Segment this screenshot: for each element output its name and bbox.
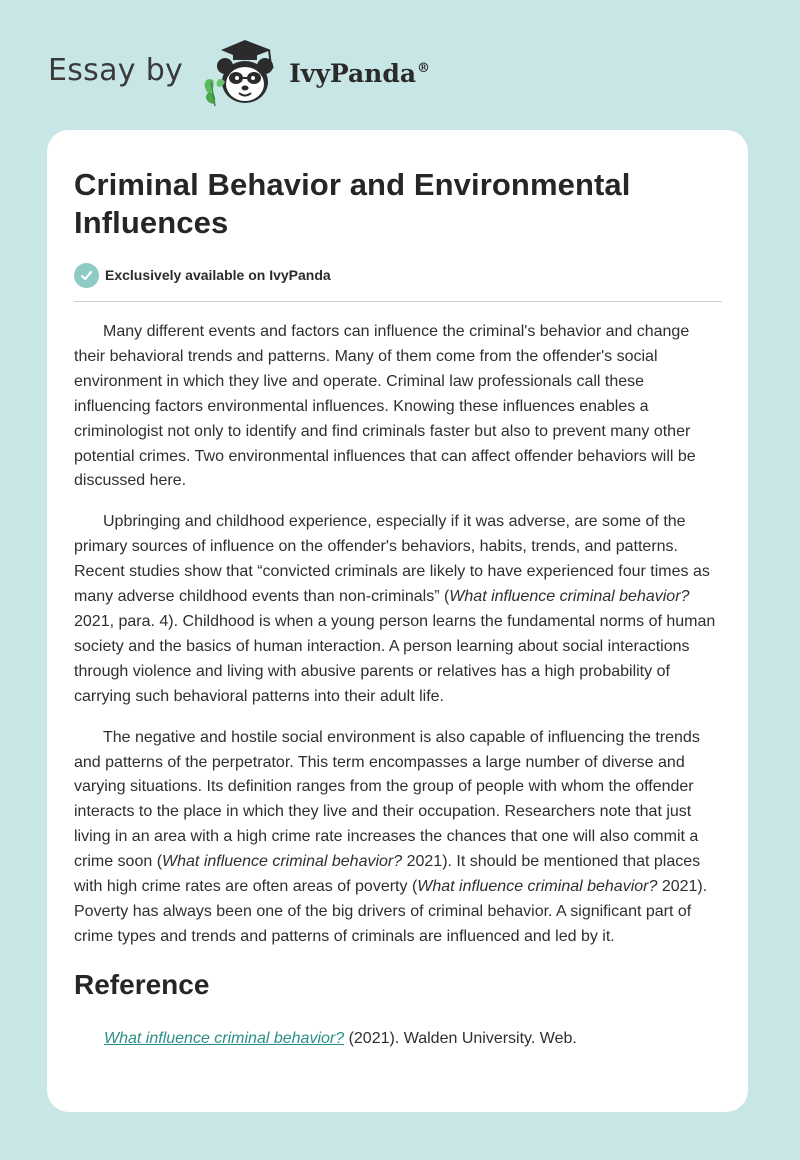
citation-title: What influence criminal behavior? — [417, 878, 658, 896]
reference-link[interactable]: What influence criminal behavior? — [104, 1029, 345, 1047]
reference-details: (2021). Walden University. Web. — [344, 1029, 577, 1047]
essay-card — [47, 130, 748, 1112]
paragraph-text: Upbringing and childhood experience, especially if it was adverse, are some of the primary sources of influence on the offender's behaviors, habits, trends, and patterns. Recent studies show that “convicted criminals are likely to have experienced four times as many adverse childhood events than non-criminals” ( — [74, 513, 710, 606]
panda-graduate-icon[interactable] — [195, 36, 287, 108]
check-badge-icon — [74, 263, 99, 288]
essay-title: Criminal Behavior and Environmental Influences — [74, 167, 631, 240]
reference-heading: Reference — [74, 968, 210, 1000]
divider — [74, 301, 722, 302]
essay-body — [74, 320, 722, 950]
registered-mark: ® — [417, 61, 431, 77]
site-header — [48, 36, 430, 108]
paragraph-text: 2021). It should be mentioned that places with high crime rates are often areas of poverty ( — [74, 853, 701, 896]
paragraph-text: Many different events and factors can influence the criminal's behavior and change their behavioral trends and patterns. Many of them come from the offender's social environment in which they live and operate. Criminal law professionals call these influencing factors environmental influences. Knowing these influences enables a criminologist not only to identify and find criminals faster but also to prevent many other potential crimes. Two environmental influences that can affect offender behaviors will be discussed here. — [74, 323, 696, 490]
reference-entry — [104, 1027, 722, 1051]
paragraph-text: The negative and hostile social environment is also capable of influencing the trends and patterns of the perpetrator. This term encompasses a large number of diverse and varying situations. Its definition ranges from the group of people with whom the offender interacts to the place in which they live and their occupation. Researchers note that just living in an area with a high crime rate increases the chances that one will also commit a crime soon ( — [74, 728, 700, 871]
essay-paragraph — [74, 726, 722, 950]
paragraph-text: 2021). Poverty has always been one of the big drivers of criminal behavior. A significant part of crime types and trends and patterns of criminals are influenced and led by it. — [74, 878, 708, 945]
citation-title: What influence criminal behavior? — [449, 588, 690, 606]
essay-paragraph — [74, 320, 722, 494]
exclusive-label: Exclusively available on IvyPanda — [105, 267, 331, 283]
essay-paragraph — [74, 510, 722, 709]
brand-name[interactable]: IvyPanda® — [289, 58, 431, 88]
exclusive-notice — [74, 262, 722, 288]
brand-prefix: Essay by — [48, 52, 184, 88]
paragraph-text: 2021, para. 4). Childhood is when a young person learns the fundamental norms of human society and the basics of human interaction. A person learning about social interactions through violence and living with abusive parents or relatives has a high probability of carrying such behavioral patterns into their adult life. — [74, 612, 716, 705]
citation-title: What influence criminal behavior? — [162, 853, 403, 871]
